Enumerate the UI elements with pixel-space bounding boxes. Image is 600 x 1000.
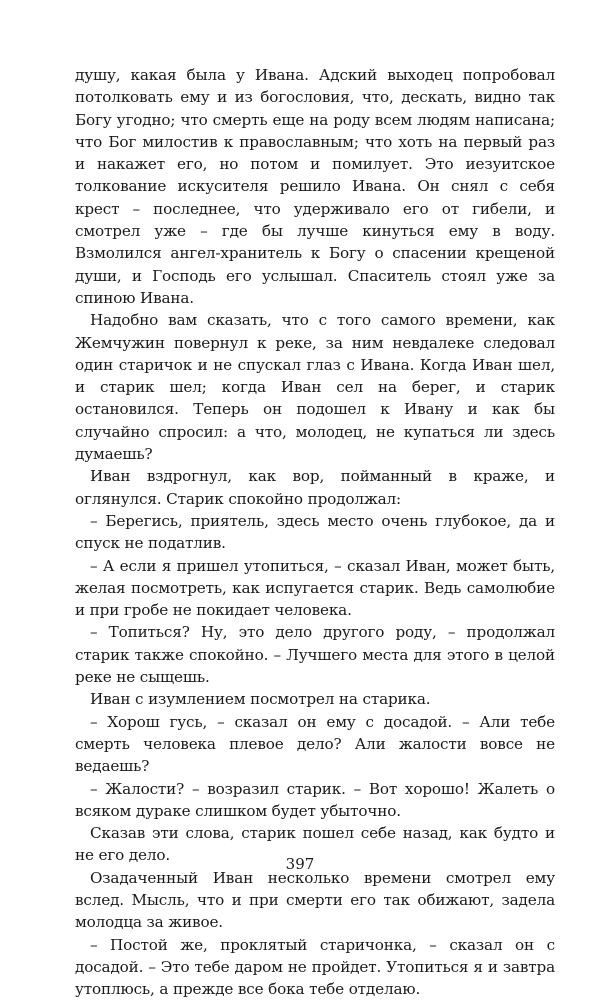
dialog-line-3: – Топиться? Ну, это дело другого роду, – продолжал старик также спокойно. – Лучшего места для этого в целой реке не сыщешь. [75, 623, 555, 687]
dialog-line-6: – Постой же, проклятый старичонка, – сказал он с досадой. – Это тебе даром не пройдет. Утопиться я и завтра утоплюсь, а прежде все бока тебе отделаю. [75, 935, 555, 999]
paragraph-1: душу, какая была у Ивана. Адский выходец попробовал потолковать ему и из богословия, что, дескать, видно так Богу угодно; что смерть еще на роду всем людям написана; что Бог милостив к православным; что хоть на первый раз и накажет его, но потом и помилует. Это иезуитское толкование искусителя решило Ивана. Он снял с себя крест – последнее, что удерживало его от гибели, и смотрел уже – где бы лучше кинуться ему в воду. Взмолился ангел-хранитель к Богу о спасении крещеной души, и Господь его услышал. Спаситель стоял уже за спиною Ивана. [75, 66, 555, 307]
dialog-line-2: – А если я пришел утопиться, – сказал Иван, может быть, желая посмотреть, как испугается старик. Ведь самолюбие и при гробе не покидает человека. [75, 556, 555, 620]
paragraph-5: Сказав эти слова, старик пошел себе назад, как будто и не его дело. [75, 824, 555, 865]
dialog-line-5: – Жалости? – возразил старик. – Вот хорошо! Жалеть о всяком дураке слишком будет убыточно. [75, 779, 555, 820]
paragraph-2: Надобно вам сказать, что с того самого времени, как Жемчужин повернул к реке, за ним невдалеке следовал один старичок и не спускал глаз с Ивана. Когда Иван шел, и старик шел; когда Иван сел на берег, и старик остановился. Теперь он подошел к Ивану и как бы случайно спросил: а что, молодец, не купаться ли здесь думаешь? [75, 311, 555, 464]
paragraph-4: Иван с изумлением посмотрел на старика. [90, 690, 431, 709]
paragraph-6: Озадаченный Иван несколько времени смотрел ему вслед. Мысль, что и при смерти его так обижают, задела молодца за живое. [75, 868, 555, 932]
page-number: 397 [285, 855, 315, 873]
dialog-line-1: – Берегись, приятель, здесь место очень глубокое, да и спуск не податлив. [75, 511, 555, 553]
paragraph-3: Иван вздрогнул, как вор, пойманный в краже, и оглянулся. Старик спокойно продолжал: [75, 467, 555, 508]
dialog-line-4: – Хорош гусь, – сказал он ему с досадой. – Али тебе смерть человека плевое дело? Али жалости вовсе не ведаешь? [75, 712, 555, 776]
